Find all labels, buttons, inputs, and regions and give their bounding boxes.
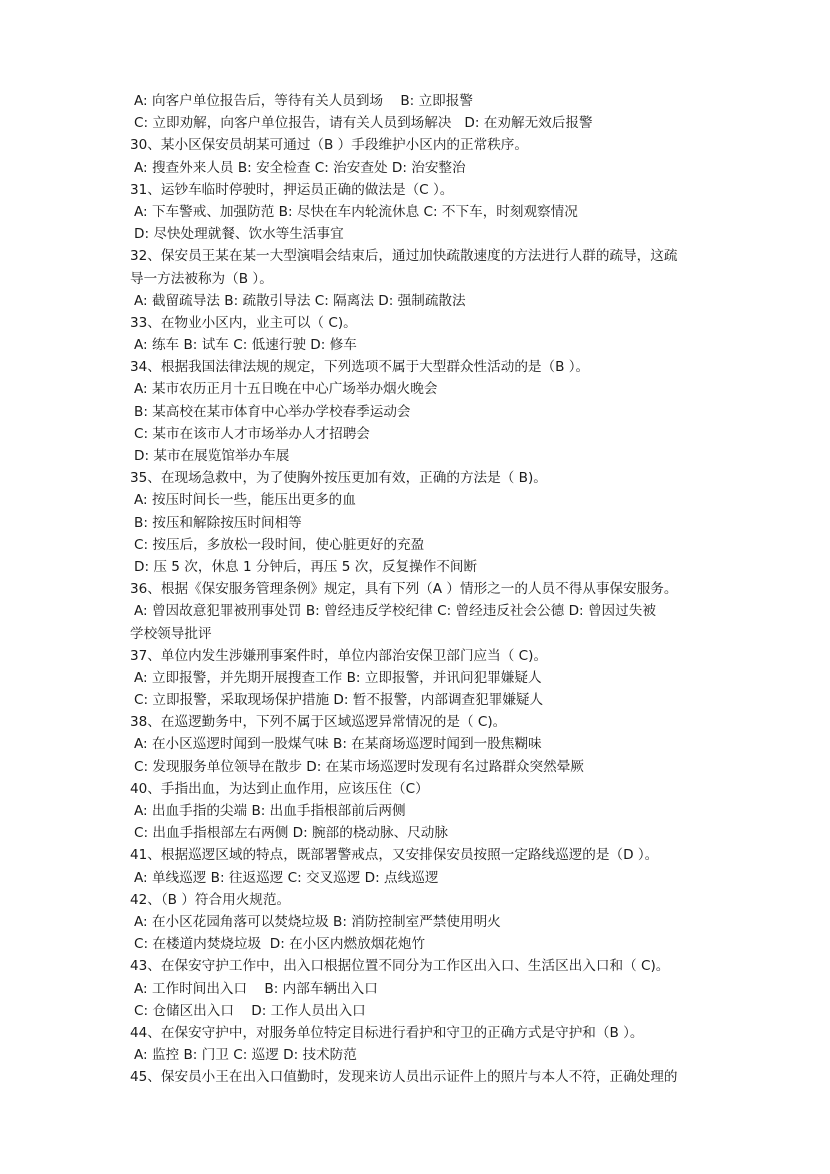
question-line: 35、在现场急救中，为了使胸外按压更加有效，正确的方法是（ B)。 xyxy=(130,470,547,487)
question-line: 34、根据我国法律法规的规定，下列选项不属于大型群众性活动的是（B ）。 xyxy=(130,359,590,376)
option-line: A: 监控 B: 门卫 C: 巡逻 D: 技术防范 xyxy=(134,1047,357,1064)
question-line: 37、单位内发生涉嫌刑事案件时，单位内部治安保卫部门应当（ C)。 xyxy=(130,647,548,664)
option-line: C: 某市在该市人才市场举办人才招聘会 xyxy=(134,425,370,442)
option-line: C: 出血手指根部左右两侧 D: 腕部的桡动脉、尺动脉 xyxy=(134,825,448,842)
option-line: A: 截留疏导法 B: 疏散引导法 C: 隔离法 D: 强制疏散法 xyxy=(134,292,466,309)
option-line: A: 立即报警，并先期开展搜查工作 B: 立即报警，并讯问犯罪嫌疑人 xyxy=(134,669,542,686)
question-line: 42、（B ）符合用火规范。 xyxy=(130,891,291,908)
question-line: 40、手指出血，为达到止血作用，应该压住（C） xyxy=(130,780,429,797)
option-line: A: 单线巡逻 B: 往返巡逻 C: 交叉巡逻 D: 点线巡逻 xyxy=(134,869,439,886)
question-line: 43、在保安守护工作中，出入口根据位置不同分为工作区出入口、生活区出入口和（ C)。 xyxy=(130,958,670,975)
question-line: 31、运钞车临时停驶时，押运员正确的做法是（C ）。 xyxy=(130,181,454,198)
option-line: A: 工作时间出入口 B: 内部车辆出入口 xyxy=(134,980,378,997)
question-line: 44、在保安守护中，对服务单位特定目标进行看护和守卫的正确方式是守护和（B ）。 xyxy=(130,1024,644,1041)
option-line: A: 搜查外来人员 B: 安全检查 C: 治安查处 D: 治安整治 xyxy=(134,159,466,176)
question-line: 32、保安员王某在某一大型演唱会结束后，通过加快疏散速度的方法进行人群的疏导，这疏 xyxy=(130,248,678,265)
question-line: 38、在巡逻勤务中，下列不属于区域巡逻异常情况的是（ C)。 xyxy=(130,714,507,731)
option-line: C: 仓储区出入口 D: 工作人员出入口 xyxy=(134,1002,366,1019)
option-line: A: 下车警戒、加强防范 B: 尽快在车内轮流休息 C: 不下车，时刻观察情况 xyxy=(134,203,578,220)
question-line: 学校领导批评 xyxy=(130,625,212,642)
option-line: D: 尽快处理就餐、饮水等生活事宜 xyxy=(134,226,344,243)
question-line: 45、保安员小王在出入口值勤时，发现来访人员出示证件上的照片与本人不符，正确处理的 xyxy=(130,1069,678,1086)
option-line: C: 按压后，多放松一段时间，使心脏更好的充盈 xyxy=(134,536,425,553)
option-line: B: 某高校在某市体育中心举办学校春季运动会 xyxy=(134,403,411,420)
option-line: A: 在小区花园角落可以焚烧垃圾 B: 消防控制室严禁使用明火 xyxy=(134,913,501,930)
option-line: C: 立即劝解，向客户单位报告，请有关人员到场解决 D: 在劝解无效后报警 xyxy=(134,115,593,132)
question-line: 30、某小区保安员胡某可通过（B ）手段维护小区内的正常秩序。 xyxy=(130,137,528,154)
option-line: A: 曾因故意犯罪被刑事处罚 B: 曾经违反学校纪律 C: 曾经违反社会公德 D: 曾因过失被 xyxy=(134,603,656,620)
question-line: 41、根据巡逻区域的特点，既部署警戒点，又安排保安员按照一定路线巡逻的是（D ）。 xyxy=(130,847,659,864)
option-line: C: 立即报警，采取现场保护措施 D: 暂不报警，内部调查犯罪嫌疑人 xyxy=(134,692,544,709)
option-line: A: 在小区巡逻时闻到一股煤气味 B: 在某商场巡逻时闻到一股焦糊味 xyxy=(134,736,542,753)
document-body xyxy=(130,90,730,1088)
option-line: A: 某市农历正月十五日晚在中心广场举办烟火晚会 xyxy=(134,381,438,398)
option-line: A: 出血手指的尖端 B: 出血手指根部前后两侧 xyxy=(134,803,406,819)
option-line: A: 向客户单位报告后，等待有关人员到场 B: 立即报警 xyxy=(134,93,473,109)
option-line: C: 发现服务单位领导在散步 D: 在某市场巡逻时发现有名过路群众突然晕厥 xyxy=(134,758,584,775)
option-line: A: 练车 B: 试车 C: 低速行驶 D: 修车 xyxy=(134,337,357,354)
option-line: D: 压 5 次，休息 1 分钟后，再压 5 次，反复操作不间断 xyxy=(134,558,478,575)
option-line: B: 按压和解除按压时间相等 xyxy=(134,514,302,531)
question-line: 导一方法被称为（B ）。 xyxy=(130,270,273,287)
option-line: A: 按压时间长一些，能压出更多的血 xyxy=(134,492,356,509)
option-line: D: 某市在展览馆举办车展 xyxy=(134,448,290,464)
question-line: 36、根据《保安服务管理条例》规定，具有下列（A ）情形之一的人员不得从事保安服务。 xyxy=(130,581,678,598)
option-line: C: 在楼道内焚烧垃圾 D: 在小区内燃放烟花炮竹 xyxy=(134,936,426,953)
question-line: 33、在物业小区内，业主可以（ C)。 xyxy=(130,314,357,331)
